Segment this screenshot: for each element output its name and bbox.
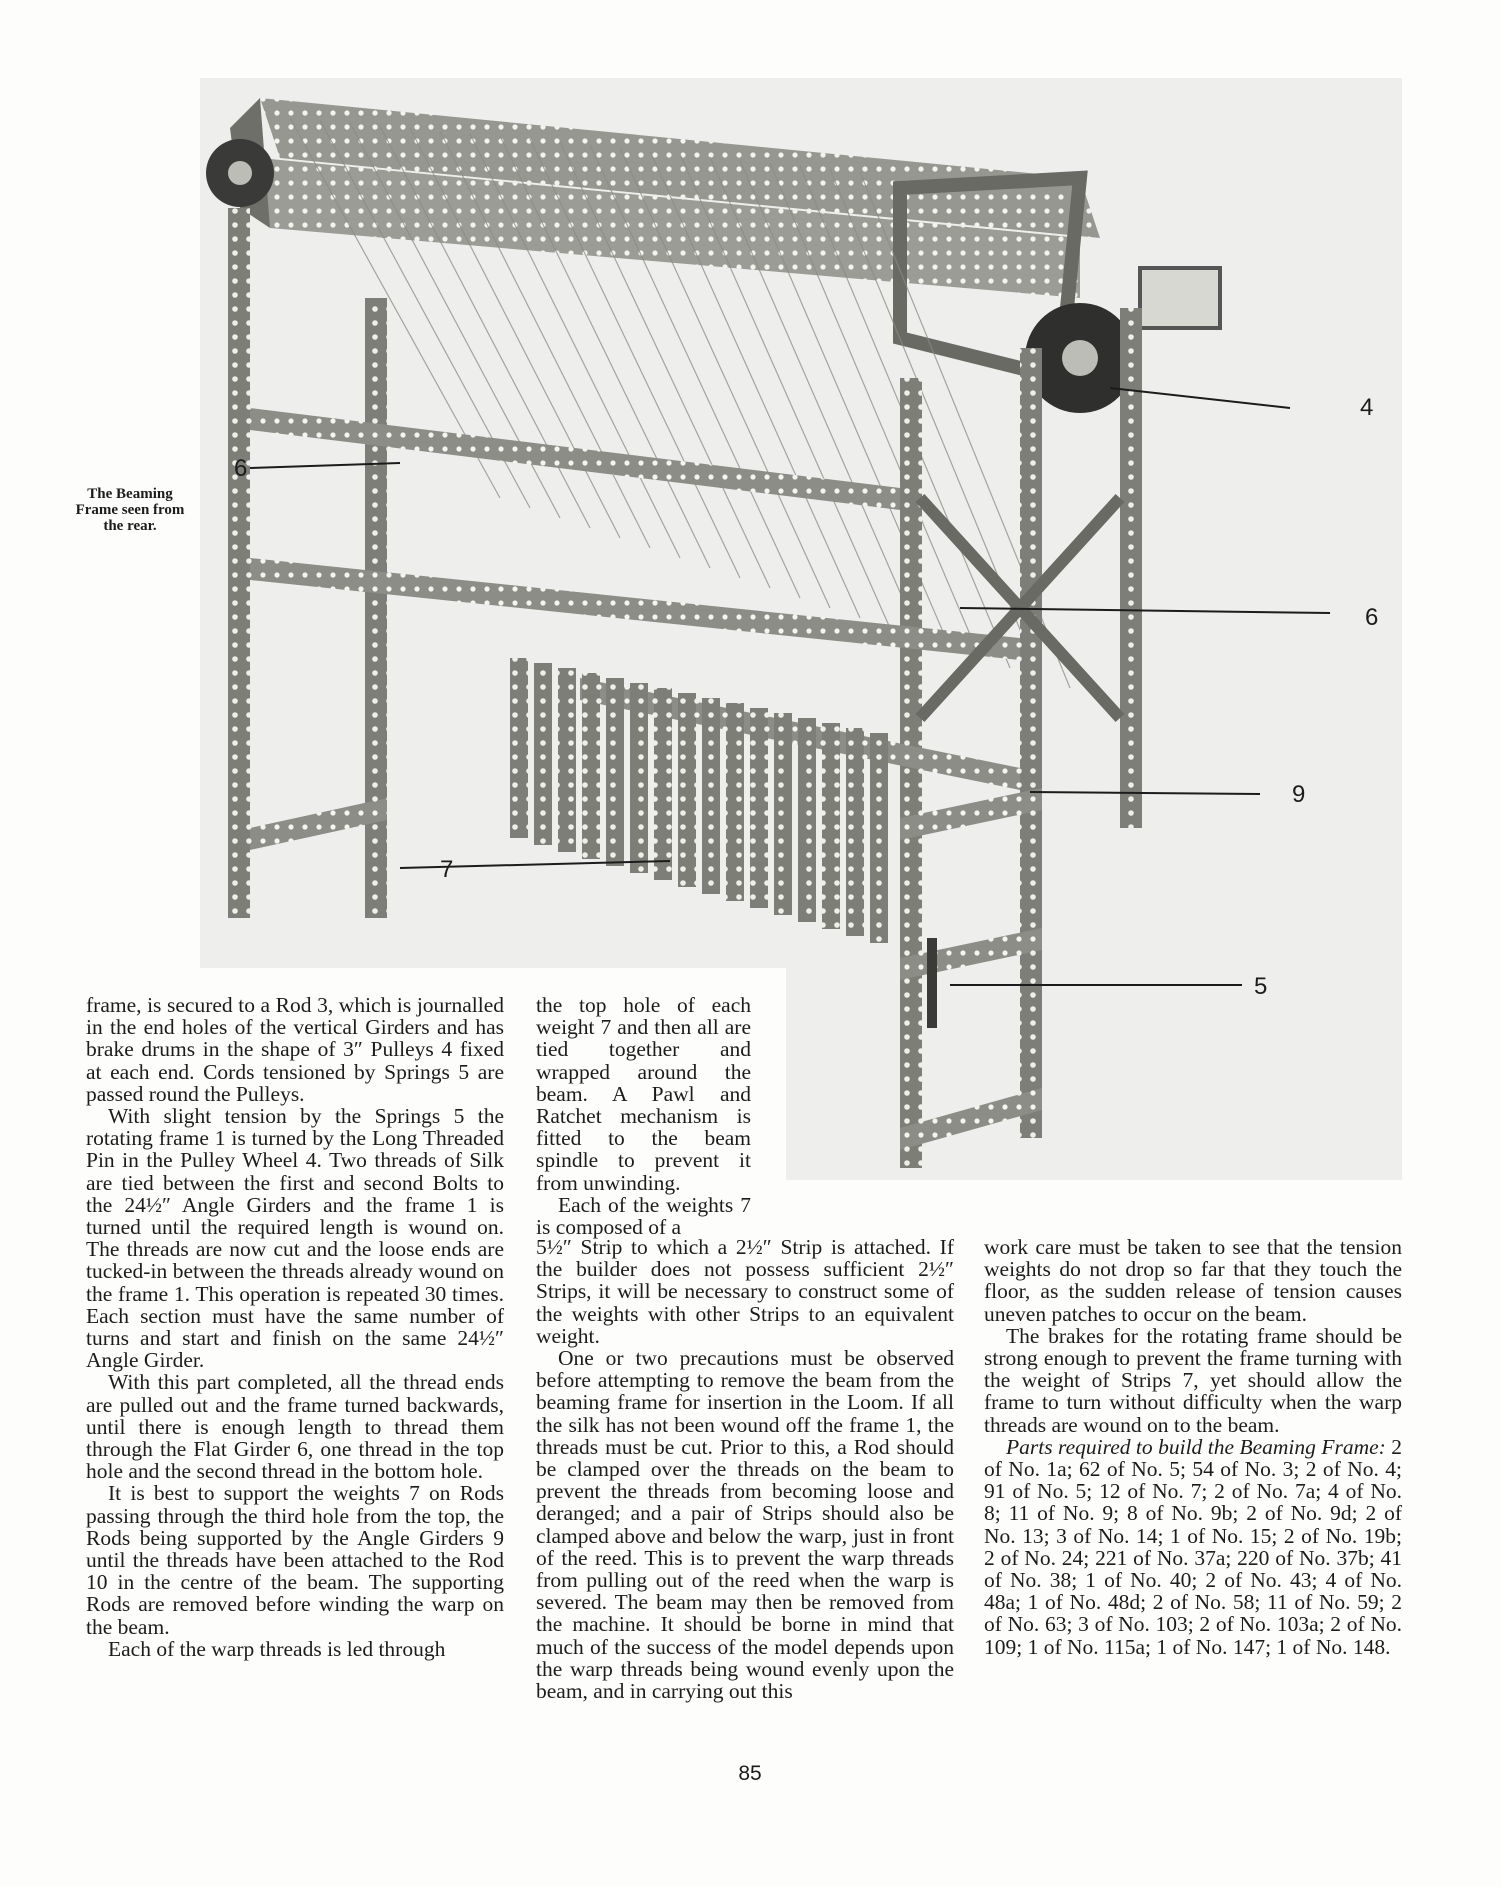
paragraph: One or two precautions must be observed before attempting to remove the beam from the beaming frame for insertion in the Loom. If all the silk has not been wound off the frame 1, the threads must be cut. Prior to this, a Rod should be clamped over the threads on the beam to prevent the threads from becoming loose and deranged; and a pair of Strips should also be clamped above and below the warp, just in front of the reed. This is to prevent the warp threads from pulling out of the reed when the warp is severed. The beam may then be removed from the machine. It should be borne in mind that much of the success of the model depends upon the warp threads being wound evenly upon the beam, and in carrying out this (536, 1346, 954, 1704)
text-column-2 (536, 1236, 954, 1702)
callout-9: 9 (1292, 781, 1306, 808)
parts-list (984, 1436, 1402, 1658)
callout-5: 5 (1254, 973, 1268, 1000)
callout-6-left: 6 (234, 455, 248, 482)
paragraph: 5½″ Strip to which a 2½″ Strip is attached. If the builder does not possess sufficient 2½″ Strips, it will be necessary to construct some of the weights with other Strips to an equivalent weight. (536, 1235, 954, 1348)
page-number: 85 (738, 1762, 762, 1785)
paragraph: the top hole of each weight 7 and then all are tied together and wrapped around the beam. A Pawl and Ratchet mechanism is fitted to the beam spindle to prevent it from unwinding. (536, 993, 751, 1195)
text-column-2-top (536, 994, 751, 1238)
callout-4: 4 (1360, 394, 1374, 421)
parts-items: 2 of No. 1a; 62 of No. 5; 54 of No. 3; 2 of No. 4; 91 of No. 5; 12 of No. 7; 2 of No. 7a; 4 of No. 8; 11 of No. 9; 8 of No. 9b; 2 of No. 9d; 2 of No. 13; 3 of No. 14; 1 of No. 15; 2 of No. 19b; 2 of No. 24; 221 of No. 37a; 220 of No. 37b; 41 of No. 38; 1 of No. 40; 2 of No. 43; 4 of No. 48a; 1 of No. 48d; 2 of No. 58; 11 of No. 59; 2 of No. 63; 3 of No. 103; 2 of No. 103a; 2 of No. 109; 1 of No. 115a; 1 of No. 147; 1 of No. 148. (984, 1434, 1402, 1659)
callout-7: 7 (440, 856, 454, 883)
paragraph: frame, is secured to a Rod 3, which is journalled in the end holes of the vertical Girders and has brake drums in the shape of 3″ Pulleys 4 fixed at each end. Cords tensioned by Springs 5 are passed round the Pulleys. (86, 993, 504, 1106)
paragraph: It is best to support the weights 7 on Rods passing through the third hole from the top, the Rods being supported by the Angle Girders 9 until the threads have been attached to the Rod 10 in the centre of the beam. The supporting Rods are removed before winding the warp on the beam. (86, 1481, 504, 1639)
callout-6-right: 6 (1365, 604, 1379, 631)
paragraph: With slight tension by the Springs 5 the rotating frame 1 is turned by the Long Threaded Pin in the Pulley Wheel 4. Two threads of Silk are tied between the first and second Bolts to the 24½″ Angle Girders and the frame 1 is turned until the required length is wound on. The threads are now cut and the loose ends are tucked-in between the threads already wound on the frame 1. This operation is repeated 30 times. Each section must have the same number of turns and start and finish on the same 24½″ Angle Girder. (86, 1104, 504, 1373)
paragraph: With this part completed, all the thread ends are pulled out and the frame turned backwards, until there is enough length to thread them through the Flat Girder 6, one thread in the top hole and the second thread in the bottom hole. (86, 1370, 504, 1484)
figure-caption: The Beaming Frame seen from the rear. (75, 486, 185, 534)
text-column-1 (86, 994, 504, 1754)
paragraph: Each of the warp threads is led through (108, 1636, 446, 1661)
text-column-3 (984, 1236, 1402, 1658)
paragraph: Each of the weights 7 is composed of a (536, 1192, 751, 1240)
paragraph: work care must be taken to see that the tension weights do not drop so far that they touch the floor, as the sudden release of tension causes uneven patches to occur on the beam. (984, 1235, 1402, 1326)
paragraph: The brakes for the rotating frame should be strong enough to prevent the frame turning with the weight of Strips 7, yet should allow the frame to turn without difficulty when the warp threads are wound on to the beam. (984, 1323, 1402, 1437)
parts-heading: Parts required to build the Beaming Frame: (1006, 1434, 1386, 1459)
